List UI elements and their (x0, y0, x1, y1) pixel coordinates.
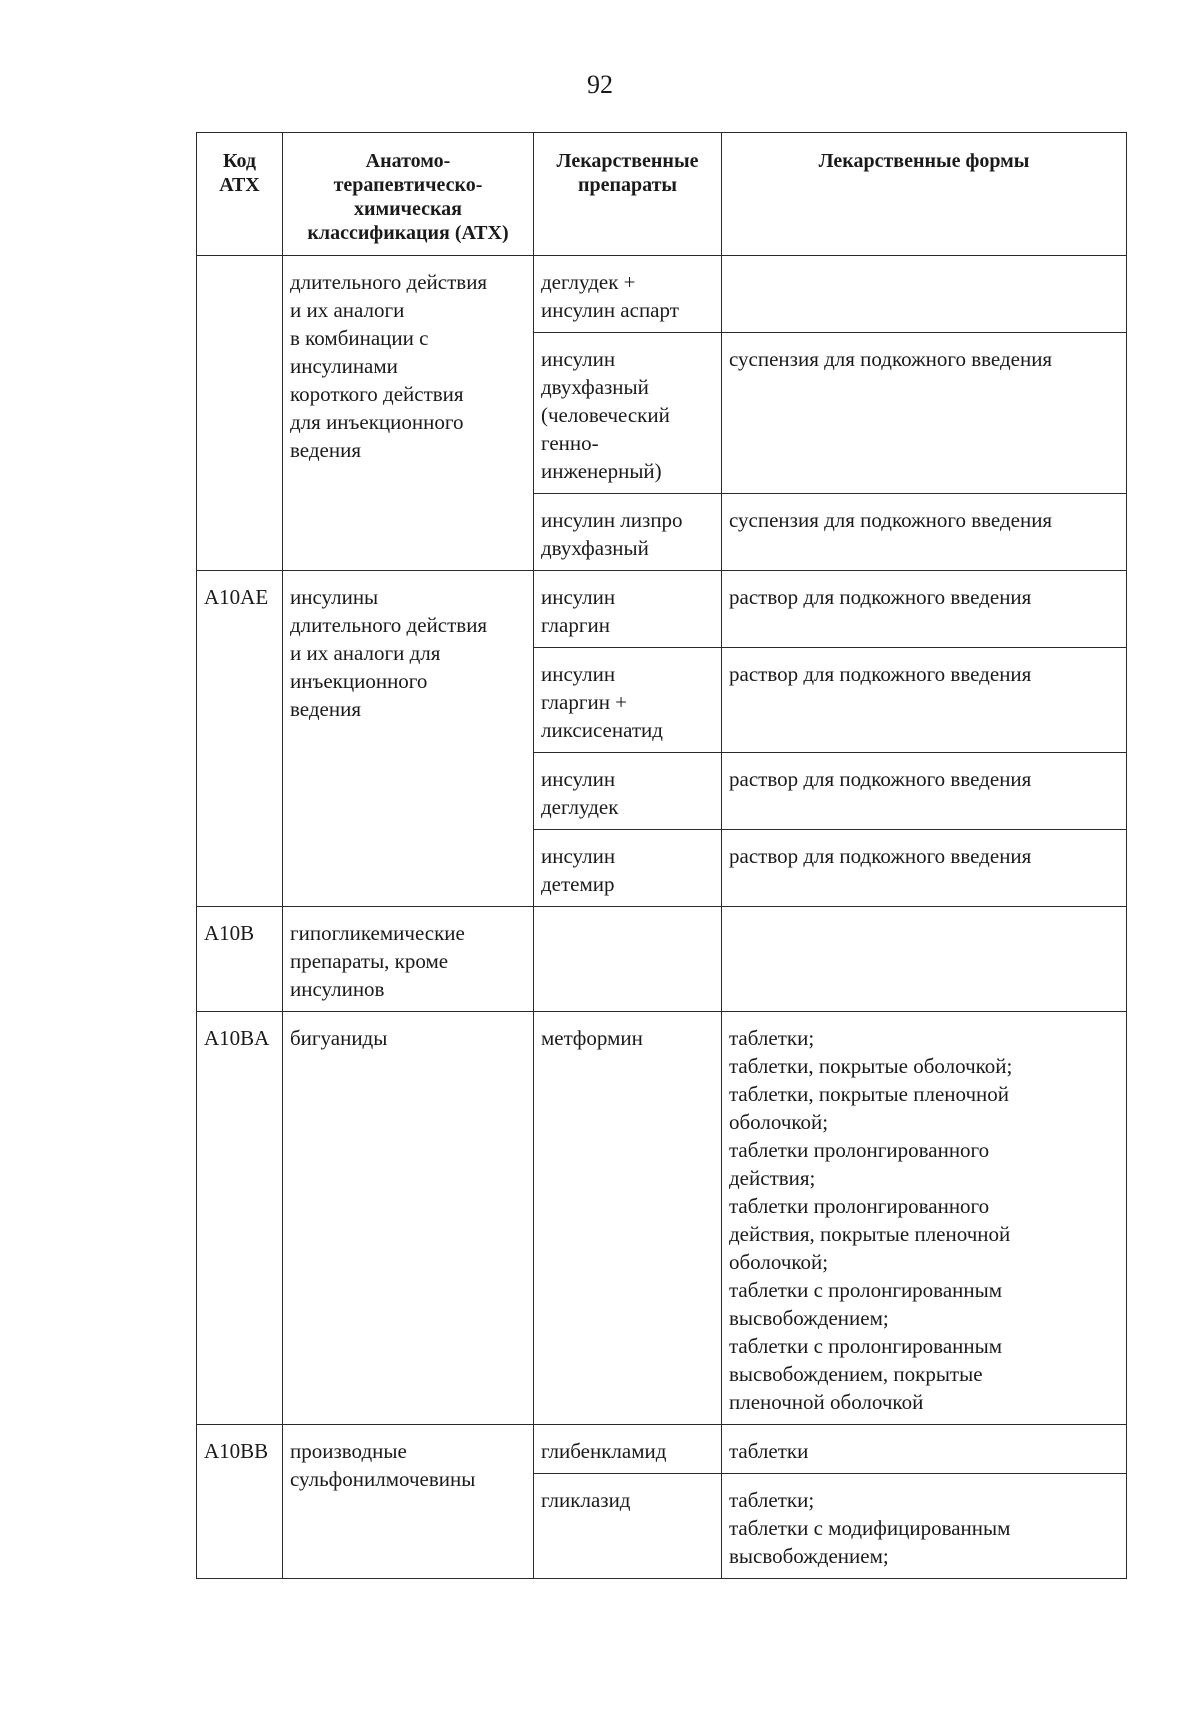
header-forms: Лекарственные формы (722, 133, 1127, 256)
table-row (197, 907, 1127, 1012)
atx-table (196, 132, 1127, 1579)
drug-name: инсулин гларгин + ликсисенатид (534, 648, 722, 753)
table-row (197, 1012, 1127, 1425)
drug-name: инсулин лизпро двухфазный (534, 494, 722, 571)
table-row (197, 256, 1127, 333)
page-number: 92 (587, 70, 613, 99)
drug-forms: таблетки; таблетки с модифицированным высвобождением; (722, 1474, 1127, 1579)
drug-name: инсулин деглудек (534, 753, 722, 830)
header-classification: Анатомо- терапевтическо- химическая классификация (АТХ) (283, 133, 534, 256)
drug-name (534, 907, 722, 1012)
drug-forms (722, 907, 1127, 1012)
drug-name: глибенкламид (534, 1425, 722, 1474)
drug-forms: таблетки; таблетки, покрытые оболочкой; таблетки, покрытые пленочной оболочкой; таблетки пролонгированного действия; таблетки пролонгированного действия, покрытые пленочной оболочкой; таблетки с пролонгированным высвобождением; таблетки с пролонгированным высвобождением, покрытые пленочной оболочкой (722, 1012, 1127, 1425)
drug-name: метформин (534, 1012, 722, 1425)
drug-forms: раствор для подкожного введения (722, 648, 1127, 753)
drug-forms: раствор для подкожного введения (722, 753, 1127, 830)
atx-classification: производные сульфонилмочевины (283, 1425, 534, 1579)
drug-name: инсулин двухфазный (человеческий генно- инженерный) (534, 333, 722, 494)
header-row (197, 133, 1127, 256)
drug-forms (722, 256, 1127, 333)
atx-classification: длительного действия и их аналоги в комбинации с инсулинами короткого действия для инъекционного ведения (283, 256, 534, 571)
drug-name: гликлазид (534, 1474, 722, 1579)
table-body (197, 256, 1127, 1579)
drug-name: инсулин детемир (534, 830, 722, 907)
table-header (197, 133, 1127, 256)
drug-forms: раствор для подкожного введения (722, 571, 1127, 648)
atx-classification: инсулины длительного действия и их аналоги для инъекционного ведения (283, 571, 534, 907)
atx-code: A10BA (197, 1012, 283, 1425)
drug-forms: раствор для подкожного введения (722, 830, 1127, 907)
atx-code: A10BB (197, 1425, 283, 1579)
header-drugs: Лекарственные препараты (534, 133, 722, 256)
drug-name: инсулин гларгин (534, 571, 722, 648)
atx-classification: бигуаниды (283, 1012, 534, 1425)
drug-forms: таблетки (722, 1425, 1127, 1474)
atx-classification: гипогликемические препараты, кроме инсулинов (283, 907, 534, 1012)
table-row (197, 1425, 1127, 1474)
atx-code: A10B (197, 907, 283, 1012)
atx-code (197, 256, 283, 571)
header-code: Код АТХ (197, 133, 283, 256)
drug-forms: суспензия для подкожного введения (722, 494, 1127, 571)
drug-name: деглудек + инсулин аспарт (534, 256, 722, 333)
drug-forms: суспензия для подкожного введения (722, 333, 1127, 494)
atx-code: A10AE (197, 571, 283, 907)
table-row (197, 571, 1127, 648)
